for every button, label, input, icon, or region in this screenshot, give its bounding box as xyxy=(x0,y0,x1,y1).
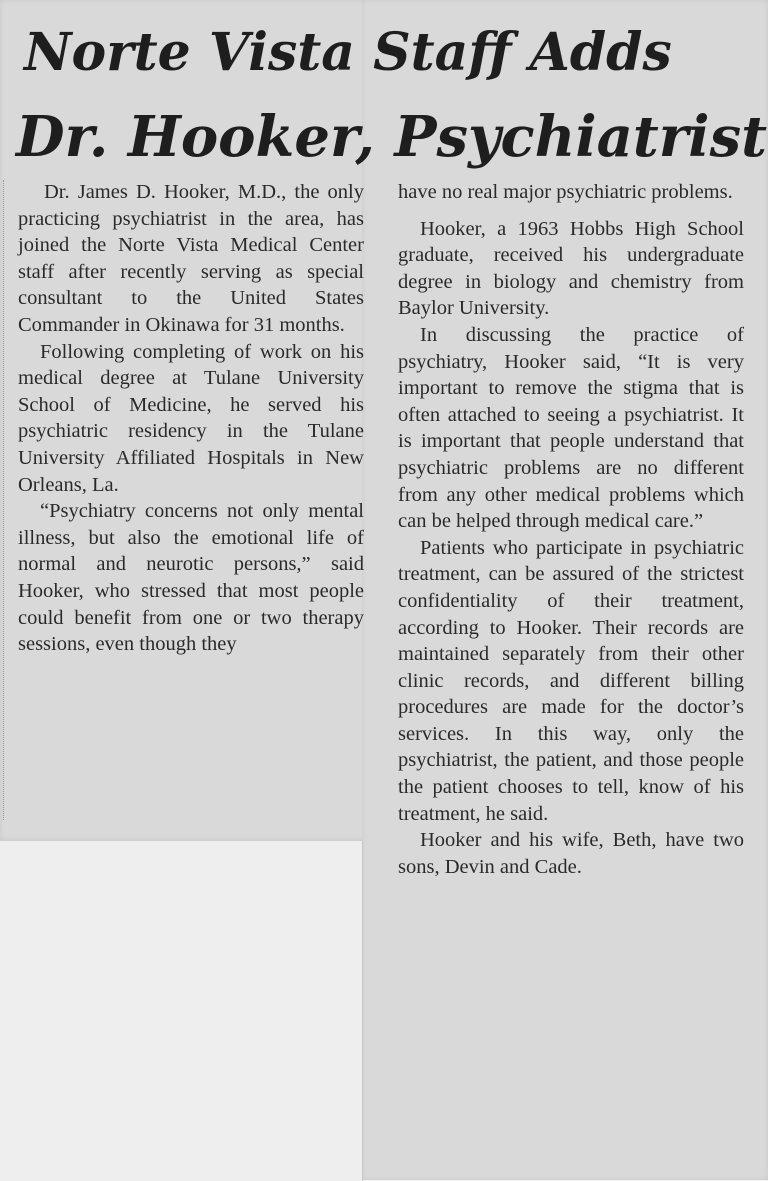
paragraph: “Psychiatry concerns not only mental illness, but also the emotional life of normal and neurotic persons,” said Hooker, who stressed that most people could benefit from one or two therapy sessions, even though they xyxy=(18,500,364,656)
paragraph: Dr. James D. Hooker, M.D., the only practicing psychiatrist in the area, has joined the Norte Vista Medical Center staff after recently serving as special consultant to the United States Commander in Okinawa for 31 months. xyxy=(18,181,364,336)
paragraph: have no real major psychiatric problems. xyxy=(398,181,733,203)
headline-line-1: Norte Vista Staff Adds xyxy=(24,22,672,83)
article-left-column xyxy=(18,179,364,658)
paragraph: Patients who participate in psychiatric treatment, can be assured of the strictest confidentiality of their treatment, according to Hooker. Their records are maintained separately from their other clinic records, and different billing procedures are made for the doctor’s services. In this way, only the psychiatrist, the patient, and those people the patient chooses to tell, know of his treatment, he said. xyxy=(398,536,744,825)
torn-edge xyxy=(3,180,10,820)
article-right-column xyxy=(398,179,744,880)
paragraph: Hooker, a 1963 Hobbs High School graduate, received his undergraduate degree in biology and chemistry from Baylor University. xyxy=(398,217,744,320)
paragraph: Hooker and his wife, Beth, have two sons, Devin and Cade. xyxy=(398,829,744,878)
headline-line-2: Dr. Hooker, Psychiatrist xyxy=(16,104,767,170)
blank-backing-paper xyxy=(0,840,363,1181)
paragraph: Following completing of work on his medical degree at Tulane University School of Medicine, he served his psychiatric residency in the Tulane University Affiliated Hospitals in New Orleans, La. xyxy=(18,340,364,496)
paragraph: In discussing the practice of psychiatry, Hooker said, “It is very important to remove the stigma that is often attached to seeing a psychiatrist. It is important that people understand that psychiatric problems are no different from any other medical problems which can be helped through medical care.” xyxy=(398,323,744,533)
